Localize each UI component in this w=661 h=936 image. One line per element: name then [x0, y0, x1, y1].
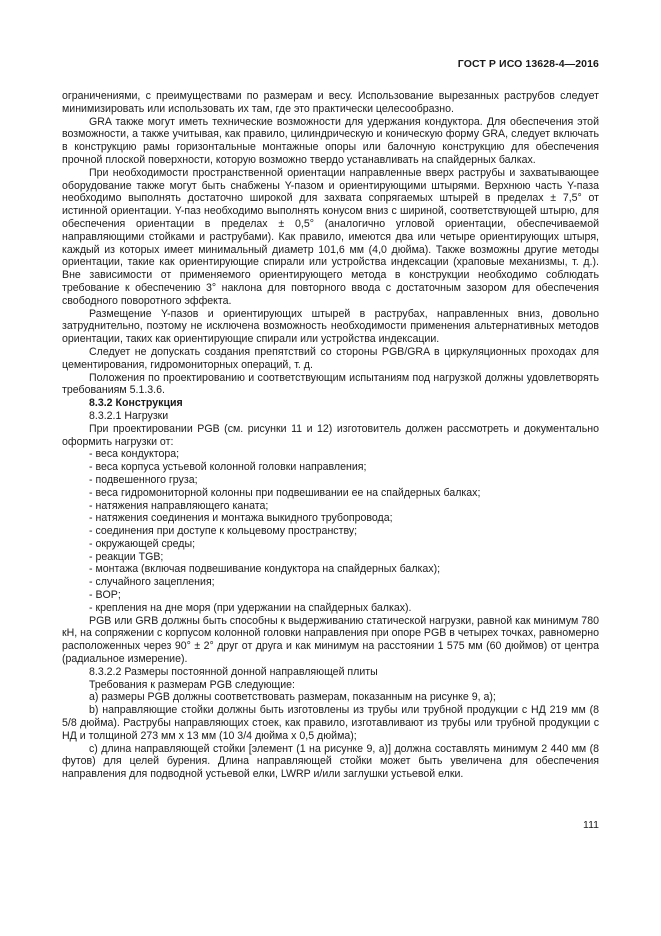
list-item: - соединения при доступе к кольцевому пространству;: [89, 525, 358, 538]
list-item: - натяжения соединения и монтажа выкидного трубопровода;: [89, 512, 393, 525]
paragraph-gra-conductor: GRA также могут иметь технические возможности для удержания кондуктора. Для обеспечения этой возможности, а также учитывая, как правило, цилиндрическую и коническую форму GRA, следует включать в конструкцию рамы горизонтальные монтажные опоры или балочную конструкцию для обеспечения прочной плоской поверхности, которую возможно твердо устанавливать на спайдерных балках.: [62, 115, 599, 166]
list-item: - веса гидромониторной колонны при подвешивании ее на спайдерных балках;: [89, 486, 481, 499]
paragraph-static-load: PGB или GRB должны быть способны к выдерживанию статической нагрузки, равной как минимум 780 кН, на сопряжении с корпусом колонной головки направления при опоре PGB в четырех точках, равномерно расположенных через 90° ± 2° друг от друга и как минимум на расстоянии 1 575 мм (60 дюймов) от центра (радиальное измерение).: [62, 614, 599, 666]
list-item: - окружающей среды;: [89, 537, 196, 550]
list-item: - реакции TGB;: [89, 550, 164, 563]
paragraph-continuation: ограничениями, с преимуществами по размерам и весу. Использование вырезанных раструбов следует минимизировать или использовать их там, где это практически целесообразно.: [62, 90, 599, 115]
list-item: - веса корпуса устьевой колонной головки направления;: [89, 461, 367, 474]
paragraph-orientation: При необходимости пространственной ориентации направленные вверх раструбы и захватывающее оборудование также могут быть снабжены Y-пазом и ориентирующими штырями. Верхнюю часть Y-паза необходимо выполнять достаточно широкой для захвата сопрягаемых штырей в пределах ± 7,5° от истинной ориентации. Y-паз необходимо выполнять конусом вниз с шириной, соответствующей штырю, для обеспечения ориентации в пределах ± 0,5° (аналогично угловой ориентации, обеспечиваемой направляющими стойками и раструбами). Как правило, имеются два или четыре ориентирующих штыря, каждый из которых имеет минимальный диаметр 101,6 мм (4,0 дюйма). Также возможны другие методы ориентации, такие как ориентирующие спирали или устройства индексации (храповые механизмы, т. д.). Вне зависимости от применяемого ориентирующего метода в конструкции необходимо соблюдать требование к обеспечению 3° наклона для повторного ввода с достаточным зазором для обеспечения свободного поворотного эффекта.: [62, 166, 599, 307]
requirement-a: a) размеры PGB должны соответствовать размерам, показанным на рисунке 9, a);: [89, 691, 496, 704]
list-item: - монтажа (включая подвешивание кондуктора на спайдерных балках);: [89, 563, 441, 576]
list-item: - случайного зацепления;: [89, 576, 215, 589]
page-number: 111: [583, 819, 599, 831]
paragraph-dimension-requirements: Требования к размерам PGB следующие:: [89, 678, 295, 691]
loads-list: [62, 448, 599, 614]
list-item: - веса кондуктора;: [89, 448, 180, 461]
page-body: [62, 90, 599, 781]
list-item: - крепления на дне моря (при удержании на спайдерных балках).: [89, 601, 412, 614]
requirement-b: b) направляющие стойки должны быть изготовлены из трубы или трубной продукции с НД 219 мм (8 5/8 дюйма). Раструбы направляющих стоек, как правило, изготавливают из трубы или трубной продукции с НД и толщиной 273 мм х 13 мм (10 3/4 дюйма х 0,5 дюйма);: [62, 704, 599, 742]
paragraph-pgb-loads: При проектировании PGB (см. рисунки 11 и 12) изготовитель должен рассмотреть и документально оформить нагрузки от:: [62, 422, 599, 448]
subsection-heading-loads: 8.3.2.1 Нагрузки: [89, 409, 169, 422]
list-item: - подвешенного груза;: [89, 473, 198, 486]
paragraph-y-slots: Размещение Y-пазов и ориентирующих штырей в раструбах, направленных вниз, довольно затруднительно, поэтому не исключена возможность необходимости применения альтернативных методов ориентации, таких как ориентирующие спирали или устройства индексации.: [62, 307, 599, 346]
paragraph-design-testing: Положения по проектированию и соответствующим испытаниям под нагрузкой должны удовлетворять требованиям 5.1.3.6.: [62, 371, 599, 397]
list-item: - натяжения направляющего каната;: [89, 499, 269, 512]
section-heading-construction: 8.3.2 Конструкция: [89, 397, 183, 410]
paragraph-obstructions: Следует не допускать создания препятствий со стороны PGB/GRA в циркуляционных проходах для цементирования, гидромониторных операций, т. д.: [62, 345, 599, 371]
document-code-header: ГОСТ Р ИСО 13628-4—2016: [457, 58, 599, 70]
list-item: - BOP;: [89, 589, 121, 602]
requirement-c: c) длина направляющей стойки [элемент (1 на рисунке 9, a)] должна составлять минимум 2 440 мм (8 футов) для целей бурения. Длина направляющей стойки может быть увеличена для обеспечения направления для подводной устьевой елки, LWRP и/или заглушки устьевой елки.: [62, 742, 599, 781]
subsection-heading-dimensions: 8.3.2.2 Размеры постоянной донной направляющей плиты: [89, 665, 378, 678]
